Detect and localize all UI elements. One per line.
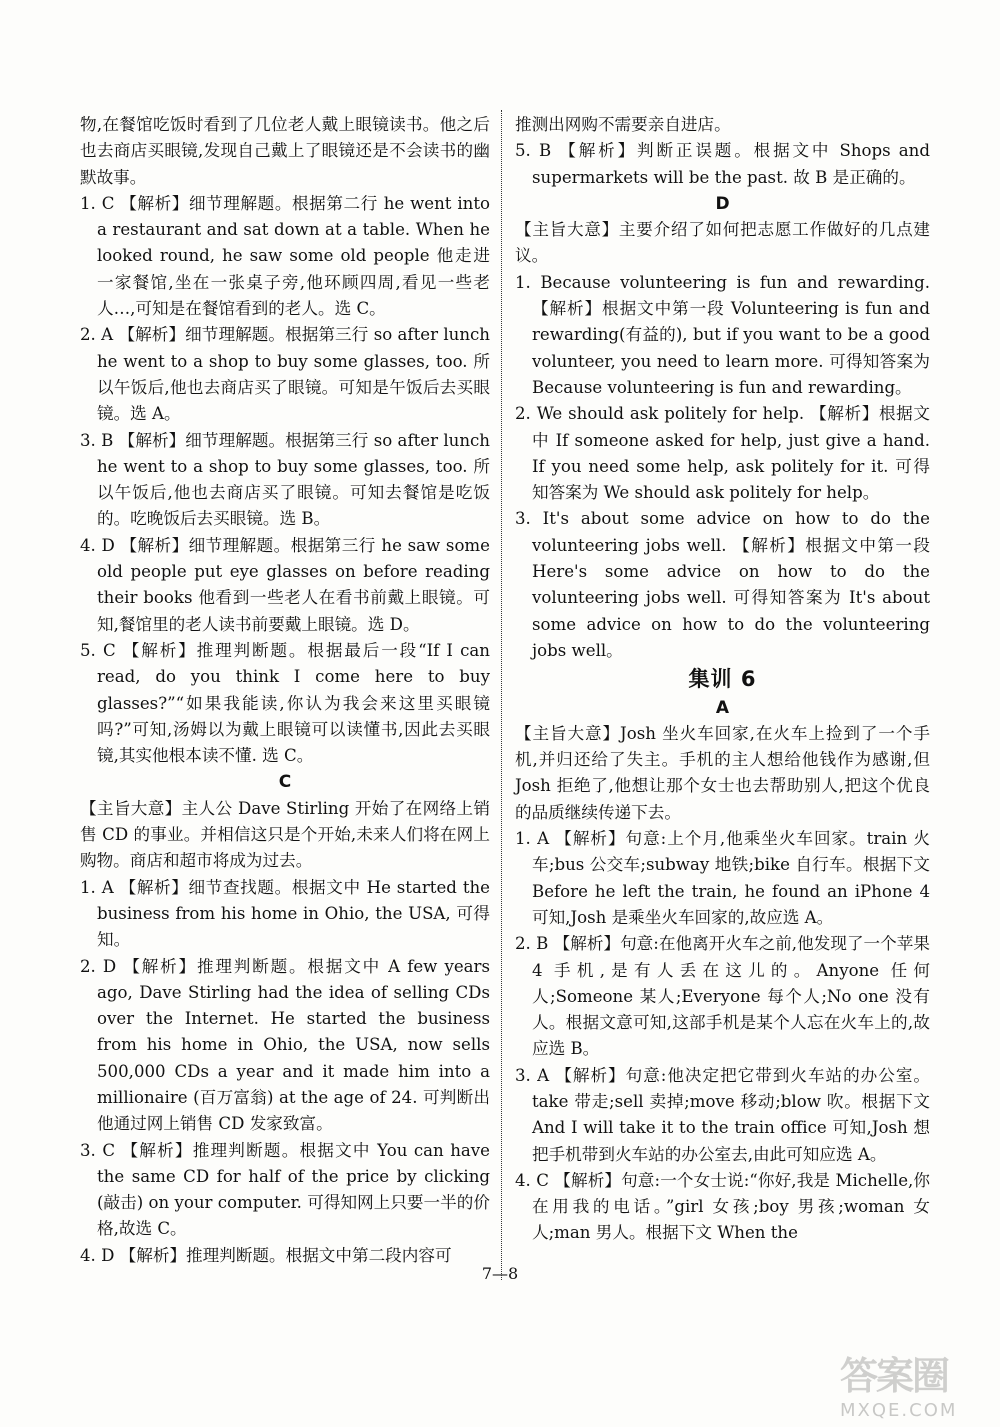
watermark-title: 答案圈 [840,1354,949,1398]
answer-item: 2. B 【解析】句意:在他离开火车之前,他发现了一个苹果 4 手机,是有人丢在这儿的。Anyone 任何人;Someone 某人;Everyone 每个人;No one 没有人。根据文意可知,这部手机是某个人忘在火车上的,故应选 B。 [515,934,930,1059]
section-heading: 集训 6 [688,667,757,692]
section-heading: C [278,772,292,793]
paragraph: 【主旨大意】Josh 坐火车回家,在火车上捡到了一个手机,并归还给了失主。手机的主人想给他钱作为感谢,但 Josh 拒绝了,他想让那个女士也去帮助别人,把这个优良的品质继续传递下去。 [515,723,930,822]
answer-item: 1. C 【解析】细节理解题。根据第二行 he went into a restaurant and sat down at a table. When he looked round, he saw some old people 他走进一家餐馆,坐在一张桌子旁,他环顾四周,看见一些老人…,可知是在餐馆看到的老人。选 C。 [80,193,490,319]
paragraph: 【主旨大意】主人公 Dave Stirling 开始了在网络上销售 CD 的事业。并相信这只是个开始,未来人们将在网上购物。商店和超市将成为过去。 [80,798,490,871]
column-divider [501,110,502,1280]
paragraph: 【主旨大意】主要介绍了如何把志愿工作做好的几点建议。 [515,220,930,266]
answer-item: 5. B 【解析】判断正误题。根据文中 Shops and supermarkets will be the past. 故 B 是正确的。 [515,141,930,187]
watermark-logo [840,1345,980,1421]
answer-item: 3. It's about some advice on how to do the volunteering jobs well. 【解析】根据文中第一段 Here's some advice on how to do the volunteering jobs well. 可得知答案为 It's about some advice on how to do the volunteering jobs well。 [515,509,930,660]
left-column [80,112,490,1269]
answer-item: 3. B 【解析】细节理解题。根据第三行 so after lunch he went to a shop to buy some glasses, too. 所以午饭后,他也去商店买了眼镜。可知去餐馆是吃饭的。吃晚饭后去买眼镜。选 B。 [80,430,490,529]
watermark-url: MXQE.COM [840,1400,958,1421]
answer-item: 3. A 【解析】句意:他决定把它带到火车站的办公室。take 带走;sell 卖掉;move 移动;blow 吹。根据下文 And I will take it to the train office 可知,Josh 想把手机带到火车站的办公室去,由此可知应选 A。 [515,1065,930,1164]
answer-item: 3. C 【解析】推理判断题。根据文中 You can have the same CD for half of the price by clicking (敲击) on your computer. 可得知网上只要一半的价格,故选 C。 [80,1140,490,1239]
right-column [515,112,930,1247]
answer-item: 1. Because volunteering is fun and rewarding. 【解析】根据文中第一段 Volunteering is fun and rewarding(有益的), but if you want to be a good volunteer, you need to learn more. 可得知答案为 Because volunteering is fun and rewarding。 [515,272,930,397]
section-heading: D [715,193,730,214]
answer-item: 2. A 【解析】细节理解题。根据第三行 so after lunch he went to a shop to buy some glasses, too. 所以午饭后,他也去商店买了眼镜。可知是午饭后去买眼镜。选 A。 [80,325,490,424]
answer-item: 4. D 【解析】细节理解题。根据第三行 he saw some old people put eye glasses on before reading their books 他看到一些老人在看书前戴上眼镜。可知,餐馆里的老人读书前要戴上眼镜。选 D。 [80,535,490,634]
paragraph: 推测出网购不需要亲自进店。 [515,115,731,134]
answer-item: 1. A 【解析】句意:上个月,他乘坐火车回家。train 火车;bus 公交车;subway 地铁;bike 自行车。根据下文 Before he left the train, he found an iPhone 4 可知,Josh 是乘坐火车回家的,故应选 A。 [515,829,930,927]
answer-item: 1. A 【解析】细节查找题。根据文中 He started the business from his home in Ohio, the USA, 可得知。 [80,877,490,950]
answer-item: 4. D 【解析】推理判断题。根据文中第二段内容可 [80,1245,452,1265]
page-number: 7—8 [481,1264,519,1283]
answer-item: 2. We should ask politely for help. 【解析】根据文中 If someone asked for help, just give a hand. If you need some help, ask politely for it. 可得知答案为 We should ask politely for help。 [515,404,930,503]
section-heading: A [715,697,730,718]
answer-item: 2. D 【解析】推理判断题。根据文中 A few years ago, Dave Stirling had the idea of selling CDs over the Internet. He started the business from his home in Ohio, the USA, now sells 500,000 CDs a year and it made him into a millionaire (百万富翁) at the age of 24. 可判断出他通过网上销售 CD 发家致富。 [80,956,490,1134]
answer-item: 4. C 【解析】句意:一个女士说:“你好,我是 Michelle,你在用我的电话。”girl 女孩;boy 男孩;woman 女人;man 男人。根据下文 When the [515,1170,930,1243]
answer-item: 5. C 【解析】推理判断题。根据最后一段“If I can read, do you think I come here to buy glasses?”“如果我能读,你认为我会来这里买眼镜吗?”可知,汤姆以为戴上眼镜可以读懂书,因此去买眼镜,其实他根本读不懂. 选 C。 [80,640,490,766]
paragraph: 物,在餐馆吃饭时看到了几位老人戴上眼镜读书。他之后也去商店买眼镜,发现自己戴上了眼镜还是不会读书的幽默故事。 [80,115,490,187]
